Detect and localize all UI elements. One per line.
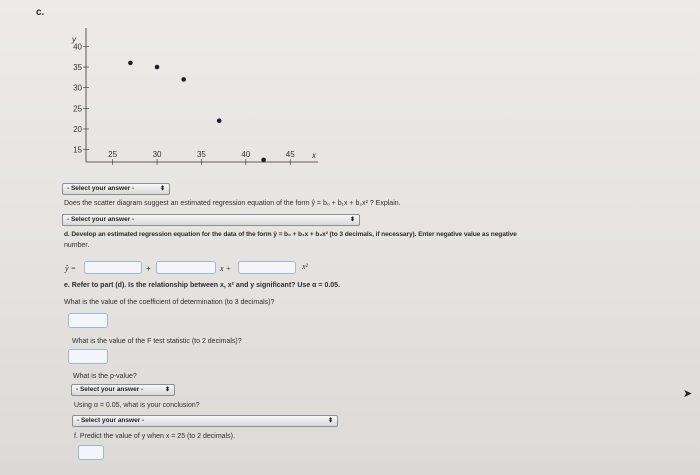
prediction-input[interactable] <box>78 445 104 460</box>
dropdown-caret-icon: ⬍ <box>349 217 355 223</box>
y-tick-label: 30 <box>73 83 82 93</box>
x-plus-label: x + <box>220 264 231 273</box>
data-point <box>261 158 266 163</box>
y-tick-label: 40 <box>73 42 82 52</box>
conclusion-question: Using α = 0.05, what is your conclusion? <box>74 402 200 409</box>
b2-input[interactable] <box>238 261 296 274</box>
explain-question: Does the scatter diagram suggest an estimated regression equation of the form ŷ = b₀ + b₁x + b₂x² ? Explain. <box>64 200 401 207</box>
mouse-cursor-icon: ➤ <box>683 388 693 400</box>
dropdown-caret-icon: ⬍ <box>164 387 170 393</box>
f-input[interactable] <box>68 349 108 364</box>
y-tick-label: 25 <box>73 104 82 114</box>
f-question: What is the value of the F test statistic (to 2 decimals)? <box>72 338 242 345</box>
x-tick-label: 30 <box>152 150 162 159</box>
data-point <box>217 118 222 123</box>
x-tick-label: 45 <box>285 150 295 159</box>
data-point <box>181 77 186 82</box>
y-tick-label: 20 <box>73 124 82 134</box>
x-tick-label: 40 <box>241 150 251 159</box>
scatter-suggest-dropdown[interactable] <box>62 183 170 195</box>
scatter-chart <box>48 26 338 184</box>
part-e-question: e. Refer to part (d). Is the relationship between x, x² and y significant? Use α = 0.05. <box>64 282 341 289</box>
dropdown-label: - Select your answer - <box>67 185 135 192</box>
plus-sign: + <box>146 264 151 273</box>
explain-dropdown[interactable] <box>62 214 360 226</box>
y-tick-label: 15 <box>73 145 82 155</box>
r2-input[interactable] <box>68 313 108 328</box>
x-tick-label: 25 <box>108 150 118 159</box>
part-d-question: d. Develop an estimated regression equation for the data of the form ŷ = b₀ + b₁x + b₂x² (to 3 decimals, if necessary). Enter negative value as negative <box>64 231 517 238</box>
p-value-question: What is the p-value? <box>73 373 137 380</box>
dropdown-label: - Select your answer - <box>77 417 145 424</box>
yhat-label: ŷ = <box>65 264 76 273</box>
r2-question: What is the value of the coefficient of determination (to 3 decimals)? <box>64 299 275 306</box>
dropdown-caret-icon: ⬍ <box>327 418 333 424</box>
part-f-question: f. Predict the value of y when x = 25 (to 2 decimals). <box>74 433 235 440</box>
x-squared-label: x² <box>302 262 308 271</box>
y-axis-label: y <box>72 35 76 44</box>
data-point <box>128 61 133 66</box>
data-point <box>155 65 160 70</box>
part-d-question-cont: number. <box>64 242 90 249</box>
conclusion-dropdown[interactable] <box>72 415 338 427</box>
p-value-dropdown[interactable] <box>71 384 175 396</box>
dropdown-caret-icon: ⬍ <box>159 186 165 192</box>
b0-input[interactable] <box>84 261 142 274</box>
x-tick-label: 35 <box>196 150 206 159</box>
y-tick-label: 35 <box>73 63 82 73</box>
part-c-label: c. <box>36 7 45 18</box>
dropdown-label: - Select your answer - <box>67 216 135 223</box>
x-axis-label: x <box>312 151 316 160</box>
dropdown-label: - Select your answer - <box>76 386 144 393</box>
b1-input[interactable] <box>156 261 216 274</box>
